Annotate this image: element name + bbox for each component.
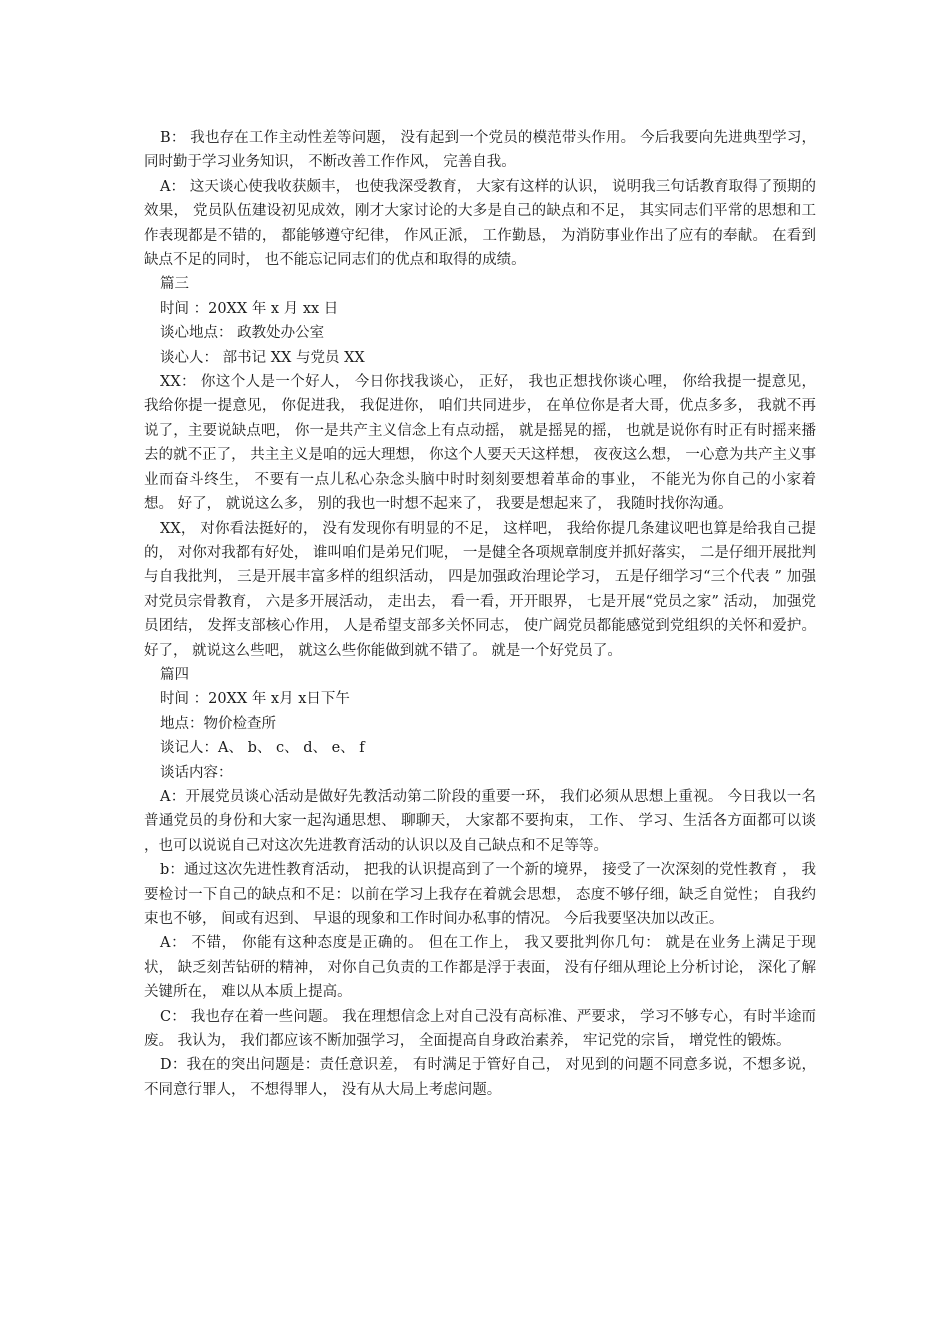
meta-time-4: 时间 ：20XX 年 x月 x日下午 bbox=[160, 691, 350, 708]
paragraph-xx-2: XX， 对你看法挺好的， 没有发现你有明显的不足， 这样吧， 我给你提几条建议吧也算是给我自己提的， 对你对我都有好处， 谁叫咱们是弟兄们呢， 一是健全各项规章制度并抓好落实， 二是仔细开展批判与自我批判， 三是开展丰富多样的组织活动， 四是加强政治理论学习， 五是仔细学习“三个代表 ” 加强对党员宗骨教育， 六是多开展活动， 走出去， 看一看，开开眼界， 七是开展“党员之家” 活动， 加强党员团结， 发挥支部核心作用， 人是希望支部多关怀同志， 使广阔党员都能感觉到党组织的关怀和爱护。 好了， 就说这么些吧， 就这么些你能做到就不错了。 就是一个好党员了。 bbox=[144, 520, 816, 659]
paragraph-b-statement: B： 我也存在工作主动性差等问题， 没有起到一个党员的模范带头作用。 今后我要向先进典型学习， 同时勤于学习业务知识， 不断改善工作作风， 完善自我。 bbox=[144, 130, 816, 171]
paragraph-a-opening: A：开展党员谈心活动是做好先教活动第二阶段的重要一环， 我们必须从思想上重视。 今日我以一名普通党员的身份和大家一起沟通思想、 聊聊天， 大家都不要拘束， 工作、 学习、生活各方面都可以谈 ，也可以说说自己对这次先进教育活动的认识以及自己缺点和不足等等。 bbox=[144, 788, 816, 854]
meta-location-3: 谈心地点： 政教处办公室 bbox=[160, 325, 325, 342]
paragraph-d-statement: D：我在的突出问题是：责任意识差， 有时满足于管好自己， 对见到的问题不同意多说，不想多说， 不同意行罪人， 不想得罪人， 没有从大局上考虑问题。 bbox=[144, 1057, 816, 1098]
paragraph-c-statement: C： 我也存在着一些问题。 我在理想信念上对自己没有高标准、严要求， 学习不够专心，有时半途而废。 我认为， 我们都应该不断加强学习， 全面提高自身政治素养， 牢记党的宗旨， 增党性的锻炼。 bbox=[144, 1008, 816, 1050]
document-page bbox=[144, 126, 816, 1102]
meta-content-label: 谈话内容： bbox=[160, 764, 233, 781]
meta-time-3: 时间 ：20XX 年 x 月 xx 日 bbox=[160, 300, 339, 317]
meta-participants-4: 谈记人：A、 b、 c、 d、 e、 f bbox=[160, 740, 365, 757]
section-heading-3: 篇三 bbox=[160, 276, 189, 293]
paragraph-a-summary: A： 这天谈心使我收获颇丰， 也使我深受教育， 大家有这样的认识， 说明我三句话教育取得了预期的效果， 党员队伍建设初见成效，刚才大家讨论的大多是自己的缺点和不足， 其实同志们平常的思想和工作表现都是不错的， 都能够遵守纪律， 作风正派， 工作勤恳， 为消防事业作出了应有的奉献。 在看到缺点不足的同时， 也不能忘记同志们的优点和取得的成绩。 bbox=[144, 178, 816, 269]
section-heading-4: 篇四 bbox=[160, 666, 189, 683]
paragraph-xx-1: XX： 你这个人是一个好人， 今日你找我谈心， 正好， 我也正想找你谈心哩， 你给我提一提意见， 我给你提一提意见， 你促进我， 我促进你， 咱们共同进步， 在单位你是者大哥，优点多多， 我就不再说了，主要说缺点吧， 你一是共产主义信念上有点动摇， 就是摇晃的摇， 也就是说你有时正有时摇来播去的就不正了， 共主主义是咱的远大理想， 你这个人要天天这样想， 夜夜这么想， 一心意为共产主义事业而奋斗终生， 不要有一点儿私心杂念头脑中时时刻刻要想着革命的事业， 不能光为你自己的小家着想。 好了， 就说这么多， 别的我也一时想不起来了， 我要是想起来了， 我随时找你沟通。 bbox=[144, 374, 816, 513]
meta-location-4: 地点：物价检查所 bbox=[160, 715, 276, 732]
paragraph-a-critique: A： 不错， 你能有这种态度是正确的。 但在工作上， 我又要批判你几句： 就是在业务上满足于现状， 缺乏刻苦钻研的精神， 对你自己负责的工作都是浮于表面， 没有仔细从理论上分析讨论， 深化了解关键所在， 难以从本质上提高。 bbox=[144, 935, 816, 1001]
meta-participants-3: 谈心人： 部书记 XX 与党员 XX bbox=[160, 349, 365, 366]
paragraph-b-self-review: b：通过这次先进性教育活动， 把我的认识提高到了一个新的境界， 接受了一次深刻的党性教育 ， 我要检讨一下自己的缺点和不足：以前在学习上我存在着就会思想， 态度不够仔细，缺乏自觉性； 自我约束也不够， 间或有迟到、 早退的现象和工作时间办私事的情况。 今后我要坚决加以改正。 bbox=[144, 862, 816, 927]
